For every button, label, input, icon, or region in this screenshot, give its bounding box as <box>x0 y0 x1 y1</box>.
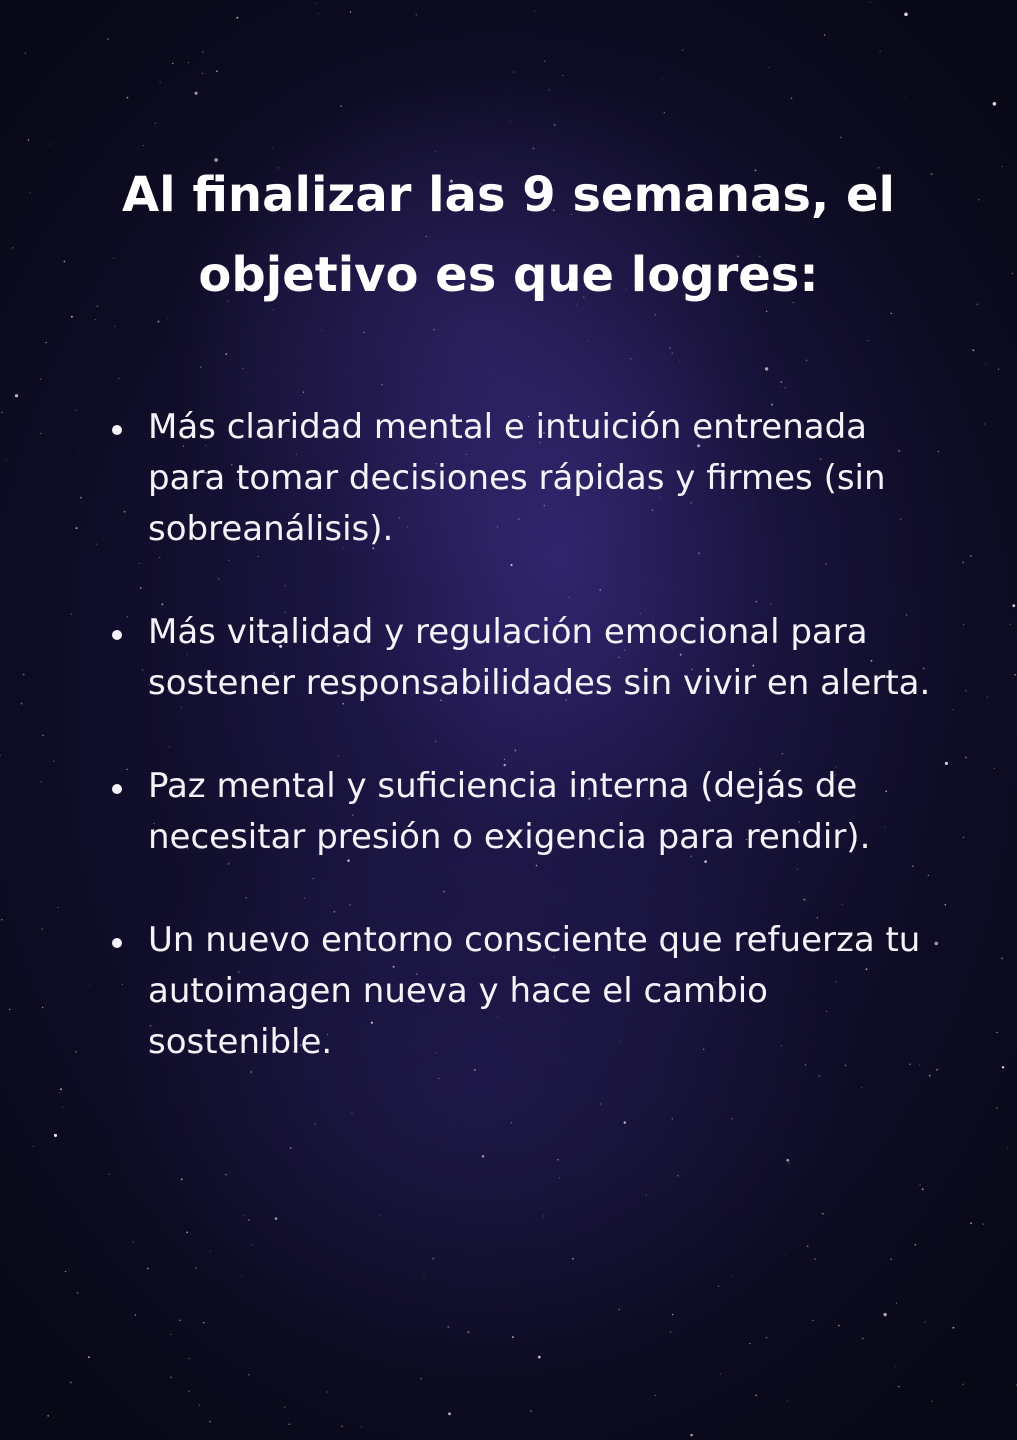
star <box>513 71 515 73</box>
star <box>978 199 979 200</box>
star <box>587 340 588 341</box>
star <box>108 1174 109 1175</box>
star <box>789 1162 790 1163</box>
star <box>170 1334 171 1335</box>
star <box>670 1332 671 1333</box>
star <box>186 1232 188 1234</box>
star <box>216 70 218 72</box>
star <box>953 709 954 710</box>
star <box>133 1241 134 1242</box>
star <box>972 349 974 351</box>
star <box>814 1258 816 1260</box>
star <box>210 1251 211 1252</box>
star <box>983 1224 984 1225</box>
star <box>557 1159 559 1161</box>
star <box>54 1134 57 1137</box>
bullet-icon <box>112 784 122 794</box>
star <box>5 459 6 460</box>
star <box>755 1395 757 1397</box>
star <box>534 11 535 12</box>
star <box>896 1303 897 1304</box>
star <box>883 1313 886 1316</box>
star <box>914 1238 915 1239</box>
star <box>544 61 545 62</box>
star <box>510 121 511 122</box>
star <box>154 122 156 124</box>
star <box>662 78 663 79</box>
star <box>21 703 23 705</box>
star <box>202 51 203 52</box>
star <box>655 1395 656 1396</box>
star <box>994 768 995 769</box>
star <box>327 1391 328 1392</box>
star <box>945 762 948 765</box>
star <box>158 321 160 323</box>
star <box>275 1217 277 1219</box>
star <box>1002 166 1003 167</box>
star <box>199 1405 200 1406</box>
list-item-text: Paz mental y suficiencia interna (dejás de necesitar presión o exigencia para rendir). <box>148 766 871 857</box>
star <box>248 1219 250 1221</box>
star <box>65 1271 66 1272</box>
list-item-text: Un nuevo entorno consciente que refuerza tu autoimagen nueva y hace el cambio sostenible. <box>148 920 921 1062</box>
star <box>1012 273 1013 274</box>
star <box>1002 1066 1004 1068</box>
star <box>987 697 988 698</box>
star <box>924 1321 925 1322</box>
star <box>962 1383 964 1385</box>
star <box>840 137 841 138</box>
star <box>895 1366 896 1367</box>
star <box>225 353 227 355</box>
star <box>189 1358 191 1360</box>
star <box>78 450 79 451</box>
star <box>321 330 322 331</box>
star <box>379 1215 380 1216</box>
star <box>765 367 768 370</box>
star <box>1012 604 1015 607</box>
star <box>791 97 793 99</box>
list-item-text: Más claridad mental e intuición entrenada para tomar decisiones rápidas y firmes (sin sobreanálisis). <box>148 407 886 549</box>
star <box>718 1286 719 1287</box>
star <box>904 12 908 16</box>
star <box>143 145 144 146</box>
star <box>225 1174 227 1176</box>
star <box>53 761 54 762</box>
star <box>59 1092 60 1093</box>
star <box>898 1386 899 1387</box>
star <box>75 1051 77 1053</box>
star <box>423 1274 424 1275</box>
star <box>922 1188 924 1190</box>
star <box>952 1327 954 1329</box>
star <box>944 904 946 906</box>
star <box>824 34 826 36</box>
star <box>970 555 971 556</box>
star <box>867 340 868 341</box>
star <box>40 378 42 380</box>
star <box>732 1276 733 1277</box>
star <box>664 112 666 114</box>
star <box>71 614 72 615</box>
star <box>47 1415 49 1417</box>
star <box>95 319 96 320</box>
star <box>963 837 964 838</box>
star <box>646 1195 647 1196</box>
star <box>822 1213 824 1215</box>
star <box>365 58 366 59</box>
star <box>40 781 41 782</box>
star <box>749 1343 751 1345</box>
star <box>16 1176 17 1177</box>
star <box>96 544 97 545</box>
star <box>624 1121 626 1123</box>
star <box>88 1356 90 1358</box>
star <box>25 52 26 53</box>
star <box>71 316 73 318</box>
star <box>1014 674 1016 676</box>
star <box>45 342 46 343</box>
star <box>115 326 116 327</box>
list-item <box>108 915 938 1068</box>
list-item-text: Más vitalidad y regulación emocional para sostener responsabilidades sin vivir en alerta. <box>148 612 931 703</box>
star <box>962 562 964 564</box>
star <box>30 192 31 193</box>
star <box>315 3 316 4</box>
star <box>932 1401 933 1402</box>
star <box>12 247 13 248</box>
star <box>780 381 782 383</box>
star <box>342 1426 343 1427</box>
star <box>970 1222 972 1224</box>
star <box>785 1254 786 1255</box>
star <box>838 1325 840 1327</box>
star <box>248 1374 250 1376</box>
star <box>807 1246 808 1247</box>
star <box>236 17 238 19</box>
star <box>290 1147 292 1149</box>
star <box>284 1406 286 1408</box>
star <box>195 1267 196 1268</box>
star <box>690 1434 692 1436</box>
star <box>806 360 807 361</box>
star <box>769 67 770 68</box>
star <box>170 1377 172 1379</box>
star <box>9 1009 10 1010</box>
star <box>243 1215 244 1216</box>
star <box>963 624 964 625</box>
star <box>127 97 129 99</box>
star <box>179 1319 181 1321</box>
star <box>1010 624 1011 625</box>
star <box>559 1177 560 1178</box>
star <box>23 674 25 676</box>
star <box>188 1391 189 1392</box>
star <box>812 1320 813 1321</box>
star <box>416 14 417 15</box>
star <box>554 124 556 126</box>
star <box>433 329 434 330</box>
star <box>42 734 44 736</box>
star <box>76 527 78 529</box>
star <box>993 102 997 106</box>
star <box>70 1382 72 1384</box>
star <box>242 368 244 370</box>
star <box>467 1331 469 1333</box>
star <box>996 1032 997 1033</box>
star <box>80 497 82 499</box>
star <box>40 433 41 434</box>
star <box>181 1178 183 1180</box>
star <box>318 13 319 14</box>
star <box>780 386 781 387</box>
list-item <box>108 607 938 709</box>
star <box>679 361 680 362</box>
star <box>448 1412 451 1415</box>
list-item <box>108 761 938 863</box>
star <box>669 347 671 349</box>
star <box>869 2 870 3</box>
star <box>862 1338 863 1339</box>
star <box>15 394 18 397</box>
star <box>188 62 189 63</box>
goals-list <box>108 402 938 1120</box>
star <box>985 363 986 364</box>
star <box>1 412 2 413</box>
star <box>682 49 683 50</box>
star <box>984 423 985 424</box>
star <box>363 332 364 333</box>
star <box>1007 1147 1008 1148</box>
star <box>572 1258 574 1260</box>
star <box>996 1107 998 1109</box>
bullet-icon <box>112 425 122 435</box>
star <box>203 1322 204 1323</box>
star <box>202 73 204 75</box>
star <box>118 378 120 380</box>
star <box>107 38 109 40</box>
star <box>530 1410 531 1411</box>
star <box>41 928 43 930</box>
star <box>159 81 161 83</box>
bullet-icon <box>112 630 122 640</box>
star <box>432 1258 434 1260</box>
star <box>200 366 202 368</box>
star <box>671 352 673 354</box>
star <box>62 1107 63 1108</box>
star <box>619 1309 620 1310</box>
star <box>1001 957 1003 959</box>
star <box>672 1314 674 1316</box>
star <box>315 1123 317 1125</box>
star <box>0 755 1 756</box>
page-title: Al finalizar las 9 semanas, el objetivo es que logres: <box>122 167 895 303</box>
star <box>350 11 351 12</box>
star <box>787 1400 788 1401</box>
star <box>998 368 1000 370</box>
star <box>341 105 342 106</box>
star <box>135 1314 136 1315</box>
star <box>720 1373 721 1374</box>
star <box>512 1336 514 1338</box>
star <box>905 97 906 98</box>
star <box>532 147 534 149</box>
star <box>421 1378 422 1379</box>
star <box>549 89 550 90</box>
star <box>914 1244 916 1246</box>
star <box>28 139 30 141</box>
star <box>965 757 967 759</box>
star <box>251 1245 252 1246</box>
star <box>8 1272 9 1273</box>
star <box>42 1007 43 1008</box>
list-item <box>108 402 938 555</box>
star <box>538 1356 541 1359</box>
star <box>167 317 168 318</box>
star <box>786 1159 789 1162</box>
star <box>75 410 77 412</box>
star <box>919 1184 921 1186</box>
star <box>209 1421 211 1423</box>
star <box>965 690 967 692</box>
star <box>289 1424 291 1426</box>
star <box>172 63 173 64</box>
star <box>147 1268 149 1270</box>
star <box>435 151 436 152</box>
star <box>447 1326 449 1328</box>
star <box>784 387 786 389</box>
star <box>450 1121 451 1122</box>
star <box>77 1292 79 1294</box>
star <box>562 75 563 76</box>
star <box>766 1337 768 1339</box>
star <box>511 1122 513 1124</box>
star <box>272 147 273 148</box>
bullet-icon <box>112 938 122 948</box>
star <box>195 92 198 95</box>
star <box>381 384 383 386</box>
star <box>482 1155 484 1157</box>
star <box>630 358 631 359</box>
star <box>303 391 305 393</box>
star <box>60 1088 62 1090</box>
star <box>361 1426 362 1427</box>
star <box>890 1258 892 1260</box>
star <box>677 1175 678 1176</box>
star <box>543 1216 544 1217</box>
star <box>33 1146 34 1147</box>
star <box>1 919 3 921</box>
star <box>346 51 347 52</box>
star <box>89 986 90 987</box>
star <box>241 1275 242 1276</box>
star <box>57 907 58 908</box>
star <box>880 51 881 52</box>
star <box>50 144 51 145</box>
